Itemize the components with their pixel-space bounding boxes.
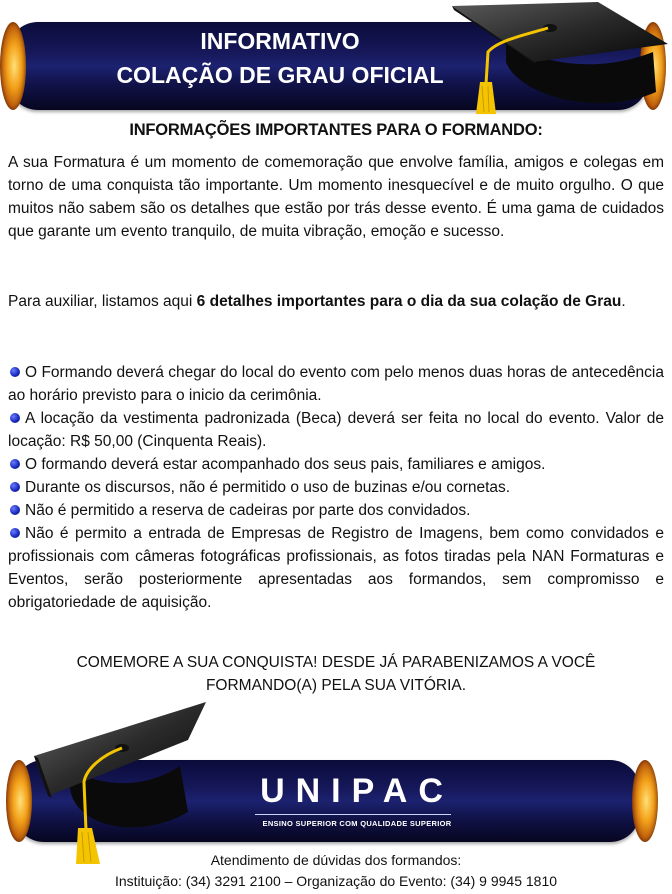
bullet-dot-icon — [10, 459, 20, 469]
page-heading: INFORMAÇÕES IMPORTANTES PARA O FORMANDO: — [129, 121, 543, 139]
bullet-dot-icon — [10, 505, 20, 515]
list-item: O Formando deverá chegar do local do evento com pelo menos duas horas de antecedência ao horário previsto para o inicio da cerimônia. — [8, 364, 664, 404]
graduation-cap-icon — [448, 0, 672, 122]
list-item: A locação da vestimenta padronizada (Beca) deverá ser feita no local do evento. Valor de locação: R$ 50,00 (Cinquenta Reais). — [8, 410, 664, 450]
footer-contact — [0, 850, 672, 892]
top-scroll-left-end — [0, 22, 26, 110]
unipac-tagline: ENSINO SUPERIOR COM QUALIDADE SUPERIOR — [262, 819, 452, 828]
list-intro-suffix: . — [621, 293, 626, 310]
intro-paragraph: A sua Formatura é um momento de comemoração que envolve família, amigos e colegas em torno de uma conquista tão importante. Um momento inesquecível e de muito orgulho. O que muitos não sabem são os detalhes que estão por trás desse evento. É uma gama de cuidados que garante um evento tranquilo, de muita vibração, emoção e sucesso. — [8, 154, 664, 240]
banner-title-line1: INFORMATIVO — [200, 28, 360, 54]
logo-divider — [255, 814, 451, 815]
list-item: O formando deverá estar acompanhado dos seus pais, familiares e amigos. — [8, 453, 664, 476]
footer-line2: Instituição: (34) 3291 2100 – Organização do Evento: (34) 9 9945 1810 — [114, 873, 558, 889]
unipac-logo: UNIPAC — [260, 772, 454, 810]
list-intro-bold: 6 detalhes importantes para o dia da sua colação de Grau — [196, 293, 622, 310]
bullet-dot-icon — [10, 528, 20, 538]
bullet-dot-icon — [10, 413, 20, 423]
list-item: Não é permito a entrada de Empresas de Registro de Imagens, bem como convidados e profissionais com câmeras fotográficas profissionais, as fotos tiradas pela NAN Formaturas e Eventos, serão posteriormente apresentadas aos formandos, sem compromisso e obrigatoriedade de aquisição. — [8, 525, 664, 611]
list-item: Durante os discursos, não é permitido o uso de buzinas e/ou cornetas. — [8, 476, 664, 499]
graduation-cap-icon — [30, 700, 220, 870]
banner-title-line2: COLAÇÃO DE GRAU OFICIAL — [116, 62, 444, 88]
list-item: Não é permitido a reserva de cadeiras por parte dos convidados. — [8, 499, 664, 522]
bullet-dot-icon — [10, 482, 20, 492]
bottom-scroll-left-end — [6, 760, 32, 842]
bottom-scroll-right-end — [632, 760, 658, 842]
closing-message: COMEMORE A SUA CONQUISTA! DESDE JÁ PARABENIZAMOS A VOCÊ FORMANDO(A) PELA SUA VITÓRIA. — [76, 654, 596, 694]
footer-line1: Atendimento de dúvidas dos formandos: — [210, 852, 462, 868]
list-intro-prefix: Para auxiliar, listamos aqui — [8, 293, 197, 310]
details-list — [8, 361, 664, 614]
bullet-dot-icon — [10, 367, 20, 377]
list-intro — [8, 290, 664, 313]
